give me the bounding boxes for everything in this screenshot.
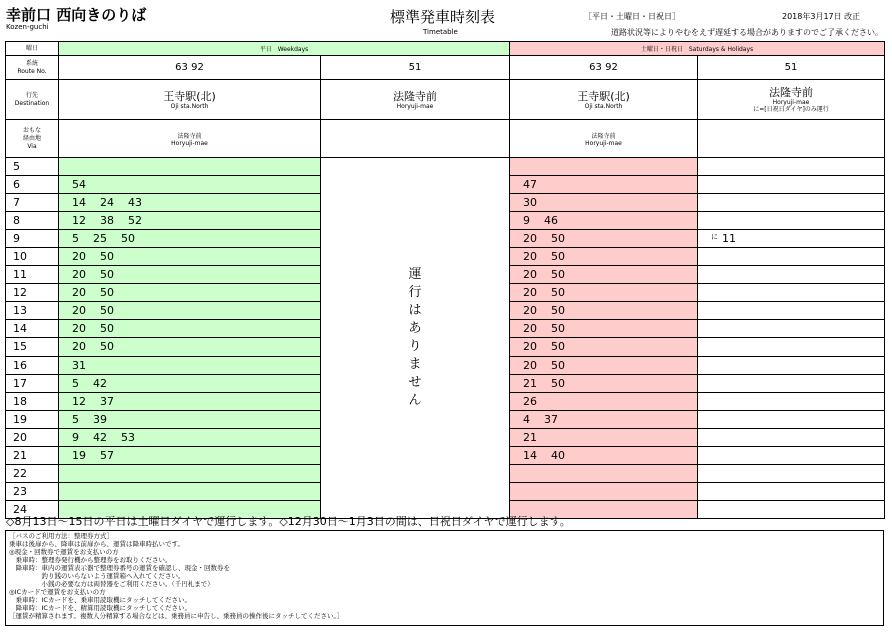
minutes-cell: [510, 284, 698, 302]
no-service-char: せ: [408, 375, 422, 390]
via-label-1: おもな: [22, 126, 41, 134]
minutes-cell: [59, 176, 321, 194]
minutes-cell: [698, 392, 885, 410]
minutes-cell: [698, 464, 885, 482]
via-label: [6, 120, 59, 158]
instruction-line: ［バスのご利用方法：整理券方式］: [9, 532, 113, 540]
minutes-cell: [510, 212, 698, 230]
departure-minute: 50: [100, 286, 114, 300]
minutes-cell: [510, 374, 698, 392]
departure-minute: 43: [128, 196, 142, 210]
hour-label: 5: [6, 158, 59, 176]
hour-label: 8: [6, 212, 59, 230]
departure-minute: 20: [72, 268, 86, 282]
schedule-note: ◇8月13日～15日の平日は土曜日ダイヤで運行します。◇12月30日～1月3日の間は、日祝日ダイヤで運行します。: [6, 515, 571, 528]
departure-minute: 52: [128, 214, 142, 228]
departure-minute: 50: [551, 376, 565, 390]
instruction-line: 乗車は後扉から、降車は前扉から、運賃は降車時払いです。: [9, 540, 184, 548]
departure-minute: 50: [551, 304, 565, 318]
minutes-cell: [510, 158, 698, 176]
minutes-cell: [59, 230, 321, 248]
hour-label: 23: [6, 482, 59, 500]
minutes-cell: [59, 212, 321, 230]
departure-minute: 20: [72, 286, 86, 300]
dest-col-1: [59, 80, 321, 120]
departure-minute: 46: [544, 214, 558, 228]
departure-minute: 50: [551, 358, 565, 372]
no-service-char: は: [408, 303, 422, 318]
departure-minute: 24: [100, 196, 114, 210]
hour-row: [6, 158, 885, 176]
departure-minute: 50: [551, 322, 565, 336]
minutes-cell: [698, 482, 885, 500]
via-label-2: 経由地: [22, 134, 41, 142]
no-service-char: ん: [408, 393, 422, 408]
dest-col-3: [510, 80, 698, 120]
departure-minute: 50: [551, 286, 565, 300]
traffic-note: 道路状況等によりやむをえず遅延する場合がありますのでご了承ください。: [611, 28, 883, 37]
hour-rows: [6, 158, 885, 519]
departure-minute: 5: [72, 412, 79, 426]
minutes-cell: [510, 320, 698, 338]
stop-name: 幸前口 西向きのりば: [6, 6, 147, 24]
days-label: ［平日・土曜日・日祝日］: [584, 12, 680, 21]
weekday-section: 平日 Weekdays: [59, 42, 510, 56]
dest-name-en: Oji sta.North: [584, 102, 623, 110]
holiday-section: 土曜日・日祝日 Saturdays & Holidays: [510, 42, 885, 56]
no-service-char: あ: [408, 321, 422, 336]
dest-label-en: Destination: [14, 99, 50, 107]
no-service-column: [321, 158, 510, 519]
minutes-cell: [698, 374, 885, 392]
minutes-cell: [510, 248, 698, 266]
instruction-line: ◎ICカードで運賃をお支払いの方: [9, 588, 106, 596]
route-col-3: 63 92: [510, 56, 698, 80]
hour-label: 9: [6, 230, 59, 248]
via-col-4: [698, 120, 885, 158]
departure-minute: 20: [523, 250, 537, 264]
route-col-2: 51: [321, 56, 510, 80]
departure-minute: 38: [100, 214, 114, 228]
via-col-3: [510, 120, 698, 158]
minutes-cell: [510, 428, 698, 446]
via-name: 法隆寺前: [177, 132, 202, 140]
instruction-line: 降車時：車内の運賃表示器で整理券番号の運賃を確認し、現金・回数券を: [9, 564, 230, 572]
hour-label: 16: [6, 356, 59, 374]
minutes-cell: [59, 464, 321, 482]
hour-label: 24: [6, 500, 59, 518]
departure-minute: 31: [72, 358, 86, 372]
dest-name: 法隆寺前: [769, 86, 813, 99]
minutes-cell: [510, 464, 698, 482]
departure-minute: 20: [523, 304, 537, 318]
minutes-cell: [59, 248, 321, 266]
minutes-cell: [59, 392, 321, 410]
departure-minute: 57: [100, 448, 114, 462]
dest-name-en: Oji sta.North: [170, 102, 209, 110]
minutes-cell: [510, 338, 698, 356]
departure-minute: 14: [523, 448, 537, 462]
departure-minute: 20: [523, 358, 537, 372]
minutes-cell: [698, 284, 885, 302]
minutes-cell: [59, 410, 321, 428]
minutes-cell: [698, 410, 885, 428]
hour-label: 10: [6, 248, 59, 266]
dest-name-en: Horyuji-mae: [396, 102, 434, 110]
departure-minute: 40: [551, 448, 565, 462]
departure-minute: 20: [72, 340, 86, 354]
departure-minute: 20: [523, 340, 537, 354]
hour-label: 11: [6, 266, 59, 284]
departure-minute: 9: [72, 430, 79, 444]
departure-minute: 20: [72, 250, 86, 264]
dest-name-en: Horyuji-mae: [772, 99, 810, 106]
minutes-cell: [59, 158, 321, 176]
departure-minute: 20: [523, 322, 537, 336]
minutes-cell: [698, 158, 885, 176]
day-label: 曜日: [6, 42, 59, 56]
route-col-1: 63 92: [59, 56, 321, 80]
no-service-char: ま: [408, 357, 422, 372]
departure-minute: 50: [551, 268, 565, 282]
departure-minute: 4: [523, 412, 530, 426]
departure-minute: 12: [72, 214, 86, 228]
instruction-line: 乗車時：ICカードを、乗車用読取機にタッチしてください。: [9, 596, 191, 604]
revision-date: 2018年3月17日 改正: [782, 12, 861, 21]
hour-label: 22: [6, 464, 59, 482]
hour-label: 7: [6, 194, 59, 212]
via-col-2: [321, 120, 510, 158]
hour-label: 21: [6, 446, 59, 464]
departure-minute: 50: [100, 340, 114, 354]
hour-label: 18: [6, 392, 59, 410]
minutes-cell: [59, 482, 321, 500]
minutes-cell: [510, 356, 698, 374]
minutes-cell: [59, 428, 321, 446]
dest-name: 王寺駅(北): [163, 89, 216, 103]
route-label-jp: 系統: [25, 59, 38, 67]
departure-minute: 12: [72, 394, 86, 408]
departure-minute: 30: [523, 196, 537, 210]
minutes-cell: [59, 284, 321, 302]
departure-minute: 50: [100, 322, 114, 336]
minutes-cell: [59, 374, 321, 392]
minutes-cell: [59, 338, 321, 356]
hour-label: 14: [6, 320, 59, 338]
departure-minute: 14: [72, 196, 86, 210]
stop-name-romaji: Kozen-guchi: [6, 23, 49, 31]
route-col-4: 51: [698, 56, 885, 80]
departure-minute: 37: [100, 394, 114, 408]
departure-minute: 50: [100, 250, 114, 264]
departure-minute: 20: [523, 232, 537, 246]
departure-minute: 50: [100, 304, 114, 318]
departure-minute: 25: [93, 232, 107, 246]
instruction-line: 乗車時：整理券発行機から整理券をお取りください。: [9, 556, 172, 564]
departure-minute: 26: [523, 394, 537, 408]
minutes-cell: [698, 338, 885, 356]
departure-minute: 20: [523, 286, 537, 300]
hour-label: 12: [6, 284, 59, 302]
minutes-cell: [59, 320, 321, 338]
minutes-cell: [59, 266, 321, 284]
departure-minute: 20: [523, 268, 537, 282]
minutes-cell: [510, 194, 698, 212]
departure-minute: 47: [523, 178, 537, 192]
minutes-cell: [698, 500, 885, 518]
via-col-1: [59, 120, 321, 158]
instruction-line: 降車時：ICカードを、精算用読取機にタッチしてください。: [9, 604, 191, 612]
minutes-cell: [698, 266, 885, 284]
departure-minute: 20: [72, 322, 86, 336]
departure-minute: 5: [72, 232, 79, 246]
departure-minute: 53: [121, 430, 135, 444]
minutes-cell: [698, 194, 885, 212]
minutes-cell: [698, 176, 885, 194]
minutes-cell: [510, 266, 698, 284]
dest-col-4: [698, 80, 885, 120]
minutes-cell: [698, 230, 885, 248]
minutes-cell: [510, 230, 698, 248]
usage-instructions: [5, 530, 884, 626]
departure-minute: 9: [523, 214, 530, 228]
minutes-cell: [698, 320, 885, 338]
minutes-cell: [698, 446, 885, 464]
departure-minute: 21: [523, 430, 537, 444]
departure-minute: 50: [551, 340, 565, 354]
minutes-cell: [59, 194, 321, 212]
minutes-cell: [510, 392, 698, 410]
departure-minute: 39: [93, 412, 107, 426]
page-title-en: Timetable: [423, 28, 458, 36]
no-service-char: 運: [408, 267, 422, 282]
dest-operation-note: に=[日祝日ダイヤ]のみ運行: [753, 106, 829, 113]
minutes-cell: [59, 356, 321, 374]
route-label-en: Route No.: [17, 67, 47, 75]
minutes-cell: [698, 302, 885, 320]
minutes-cell: [698, 212, 885, 230]
page-title: 標準発車時刻表: [390, 8, 496, 26]
hour-label: 15: [6, 338, 59, 356]
minutes-cell: [510, 176, 698, 194]
departure-minute: 50: [551, 250, 565, 264]
minutes-cell: [698, 428, 885, 446]
departure-minute: 50: [100, 268, 114, 282]
departure-minute: 20: [72, 304, 86, 318]
no-service-char: 行: [408, 285, 422, 300]
departure-minute: 50: [551, 232, 565, 246]
departure-minute: 42: [93, 430, 107, 444]
minutes-cell: [59, 302, 321, 320]
dest-col-2: [321, 80, 510, 120]
dest-label-jp: 行先: [25, 91, 38, 99]
timetable: [5, 41, 885, 519]
dest-name: 法隆寺前: [393, 89, 437, 103]
departure-minute: 42: [93, 376, 107, 390]
via-name-en: Horyuji-mae: [171, 139, 208, 147]
departure-minute: 11: [722, 232, 736, 246]
dest-name: 王寺駅(北): [577, 89, 630, 103]
instruction-line: 小銭の必要な方は両替器をご利用ください。（千円札まで）: [9, 580, 214, 588]
no-service-char: り: [408, 339, 422, 354]
minutes-cell: [510, 410, 698, 428]
minutes-cell: [698, 356, 885, 374]
via-label-en: Via: [27, 142, 37, 150]
instruction-line: 釣り銭のいらないよう運賃箱へ入れてください。: [9, 572, 185, 580]
minutes-cell: [698, 248, 885, 266]
minutes-cell: [59, 446, 321, 464]
minutes-cell: [510, 446, 698, 464]
departure-minute: 21: [523, 376, 537, 390]
departure-minute: 19: [72, 448, 86, 462]
via-name-en: Horyuji-mae: [585, 139, 622, 147]
instruction-line: ◎現金・回数券で運賃をお支払いの方: [9, 548, 119, 556]
minutes-cell: [510, 302, 698, 320]
service-mark: に: [711, 233, 718, 242]
hour-label: 20: [6, 428, 59, 446]
dest-label: [6, 80, 59, 120]
minutes-cell: [510, 482, 698, 500]
hour-label: 6: [6, 176, 59, 194]
departure-minute: 50: [121, 232, 135, 246]
route-label: [6, 56, 59, 80]
via-name: 法隆寺前: [591, 132, 616, 140]
instruction-line: ［運賃が精算されます。複数人分精算する場合などは、乗務員に申告し、乗務員の操作後にタッチしてください。］: [9, 612, 344, 620]
hour-label: 13: [6, 302, 59, 320]
hour-label: 19: [6, 410, 59, 428]
departure-minute: 37: [544, 412, 558, 426]
departure-minute: 54: [72, 178, 86, 192]
departure-minute: 5: [72, 376, 79, 390]
hour-label: 17: [6, 374, 59, 392]
